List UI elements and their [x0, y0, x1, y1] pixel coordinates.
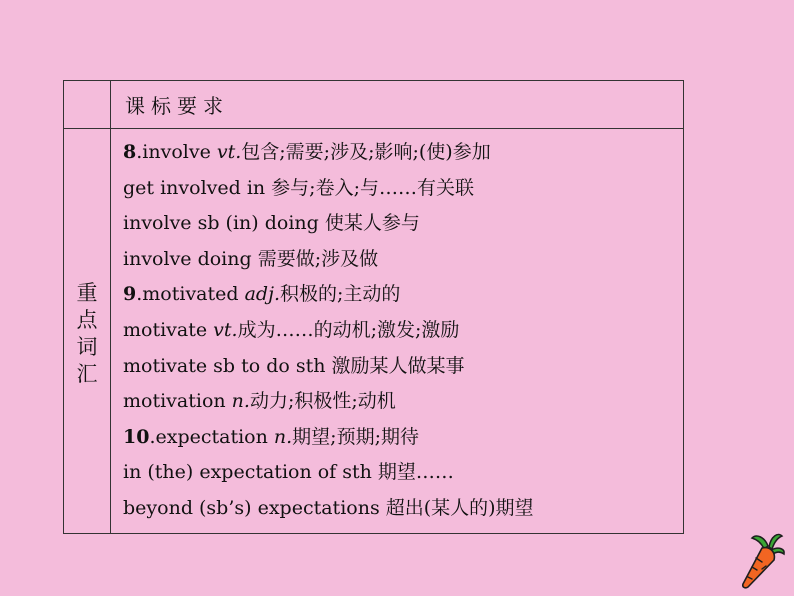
- table-header-row: [64, 81, 684, 129]
- header-title: 课标要求: [111, 81, 684, 129]
- list-item: 10.expectation n.期望;预期;期待: [123, 425, 419, 448]
- list-item: involve sb (in) doing 使某人参与: [123, 212, 420, 235]
- list-item: involve doing 需要做;涉及做: [123, 247, 379, 270]
- side-label-cell: [64, 129, 111, 534]
- list-item: motivation n.动力;积极性;动机: [123, 390, 396, 413]
- list-item: 9.motivated adj.积极的;主动的: [123, 283, 401, 306]
- list-item: in (the) expectation of sth 期望……: [123, 461, 454, 484]
- content-cell: [111, 129, 684, 534]
- table-content-row: [64, 129, 684, 534]
- list-item: get involved in 参与;卷入;与……有关联: [123, 176, 474, 199]
- list-item: 8.involve vt.包含;需要;涉及;影响;(使)参加: [123, 141, 491, 163]
- side-label: 重点词汇: [76, 280, 98, 386]
- list-item: motivate vt.成为……的动机;激发;激励: [123, 318, 460, 341]
- carrot-body: [743, 548, 775, 588]
- list-item: beyond (sb’s) expectations 超出(某人的)期望: [123, 496, 534, 519]
- carrot-icon: [738, 532, 786, 590]
- header-empty-cell: [64, 81, 111, 129]
- list-item: motivate sb to do sth 激励某人做某事: [123, 354, 465, 377]
- vocab-table: [63, 80, 684, 534]
